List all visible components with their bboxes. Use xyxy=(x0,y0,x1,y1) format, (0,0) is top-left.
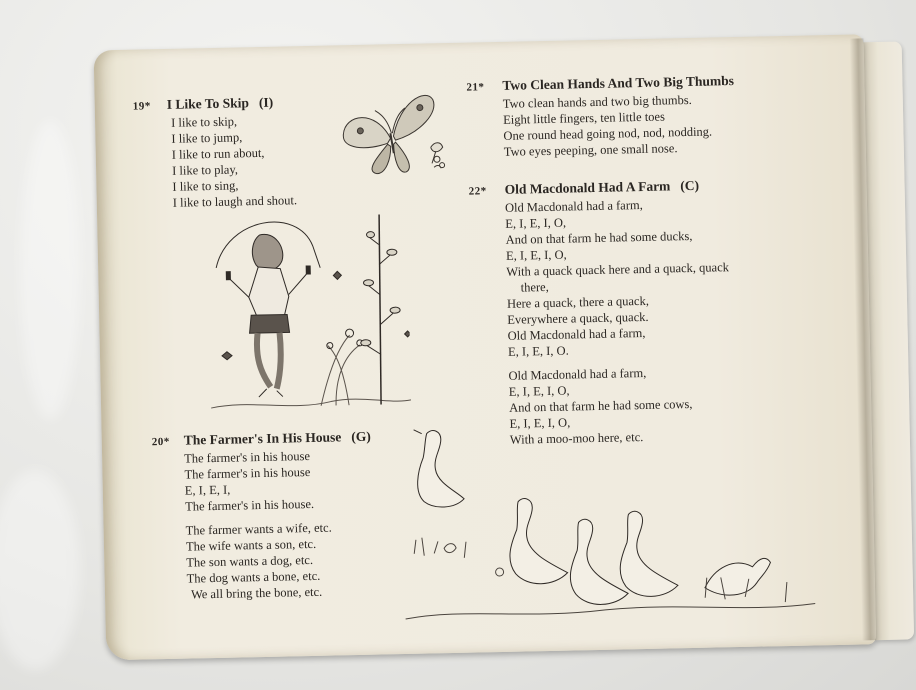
song-21 xyxy=(466,73,735,160)
lyric-line: Old Macdonald had a farm, xyxy=(508,365,647,383)
song-lines xyxy=(505,195,733,448)
song-lines xyxy=(184,447,374,603)
lyric-line: Eight little fingers, ten little toes xyxy=(502,109,666,127)
lyric-line: I like to skip, xyxy=(170,114,238,130)
lyric-line: The son wants a dog, etc. xyxy=(186,552,314,570)
song-number: 22* xyxy=(468,185,487,198)
song-lines xyxy=(167,112,297,211)
lyric-line: I like to sing, xyxy=(172,178,239,194)
song-title: I Like To Skip (I) xyxy=(166,94,274,112)
lyric-line: I like to jump, xyxy=(171,130,243,146)
lyric-line: E, I, E, I, O, xyxy=(505,215,567,231)
lyric-line: And on that farm he had some ducks, xyxy=(505,228,693,247)
lyric-line: Old Macdonald had a farm, xyxy=(504,197,643,215)
lyric-line: E, I, E, I, O, xyxy=(509,415,571,431)
butterfly-icon xyxy=(334,87,446,184)
song-lines xyxy=(503,91,736,160)
lyric-line: We all bring the bone, etc. xyxy=(190,584,323,602)
song-number: 20* xyxy=(151,435,170,449)
song-key: (G) xyxy=(351,428,371,445)
song-key: (I) xyxy=(258,94,274,110)
lyric-line: One round head going nod, nod, nodding. xyxy=(503,124,713,143)
songbook xyxy=(94,34,907,671)
song-title: The Farmer's In His House (G) xyxy=(183,428,371,448)
lyric-line: I like to play, xyxy=(171,162,239,178)
lyric-line: there, xyxy=(520,279,549,295)
lyric-line: I like to run about, xyxy=(171,145,265,162)
lyric-line: With a quack quack here and a quack, quack xyxy=(506,260,730,279)
lyric-line: Everywhere a quack, quack. xyxy=(507,309,649,327)
lyric-line: And on that farm he had some cows, xyxy=(509,396,693,415)
ducks-icon xyxy=(401,415,815,624)
lyric-line: The farmer wants a wife, etc. xyxy=(185,520,332,538)
lyric-line: I like to laugh and shout. xyxy=(172,193,298,210)
song-number: 21* xyxy=(466,81,485,94)
song-key: (C) xyxy=(680,177,700,194)
lyric-line: Two clean hands and two big thumbs. xyxy=(502,92,692,111)
song-22 xyxy=(468,177,732,448)
song-19 xyxy=(132,94,298,211)
song-title: Two Clean Hands And Two Big Thumbs xyxy=(502,73,735,93)
lyric-line: Old Macdonald had a farm, xyxy=(507,325,646,343)
lyric-line: With a moo-moo here, etc. xyxy=(509,430,644,447)
lyric-line: E, I, E, I, xyxy=(184,482,231,498)
lyric-line: Here a quack, there a quack, xyxy=(506,293,650,311)
lyric-line: The farmer's in his house xyxy=(184,449,311,466)
lyric-line: The farmer's in his house. xyxy=(185,496,315,514)
girl-skipping-rope-icon xyxy=(207,204,411,418)
lyric-line: E, I, E, I, O. xyxy=(507,343,569,359)
lyric-line: The wife wants a son, etc. xyxy=(185,536,317,554)
song-number: 19* xyxy=(132,100,151,113)
song-20 xyxy=(151,428,375,603)
song-title: Old Macdonald Had A Farm (C) xyxy=(504,177,700,197)
lyric-line: E, I, E, I, O, xyxy=(508,383,570,399)
lyric-line: The dog wants a bone, etc. xyxy=(186,568,321,586)
lyric-line: The farmer's in his house xyxy=(184,465,311,482)
lyric-line: E, I, E, I, O, xyxy=(505,247,567,263)
lyric-line: Two eyes peeping, one small nose. xyxy=(503,141,678,159)
